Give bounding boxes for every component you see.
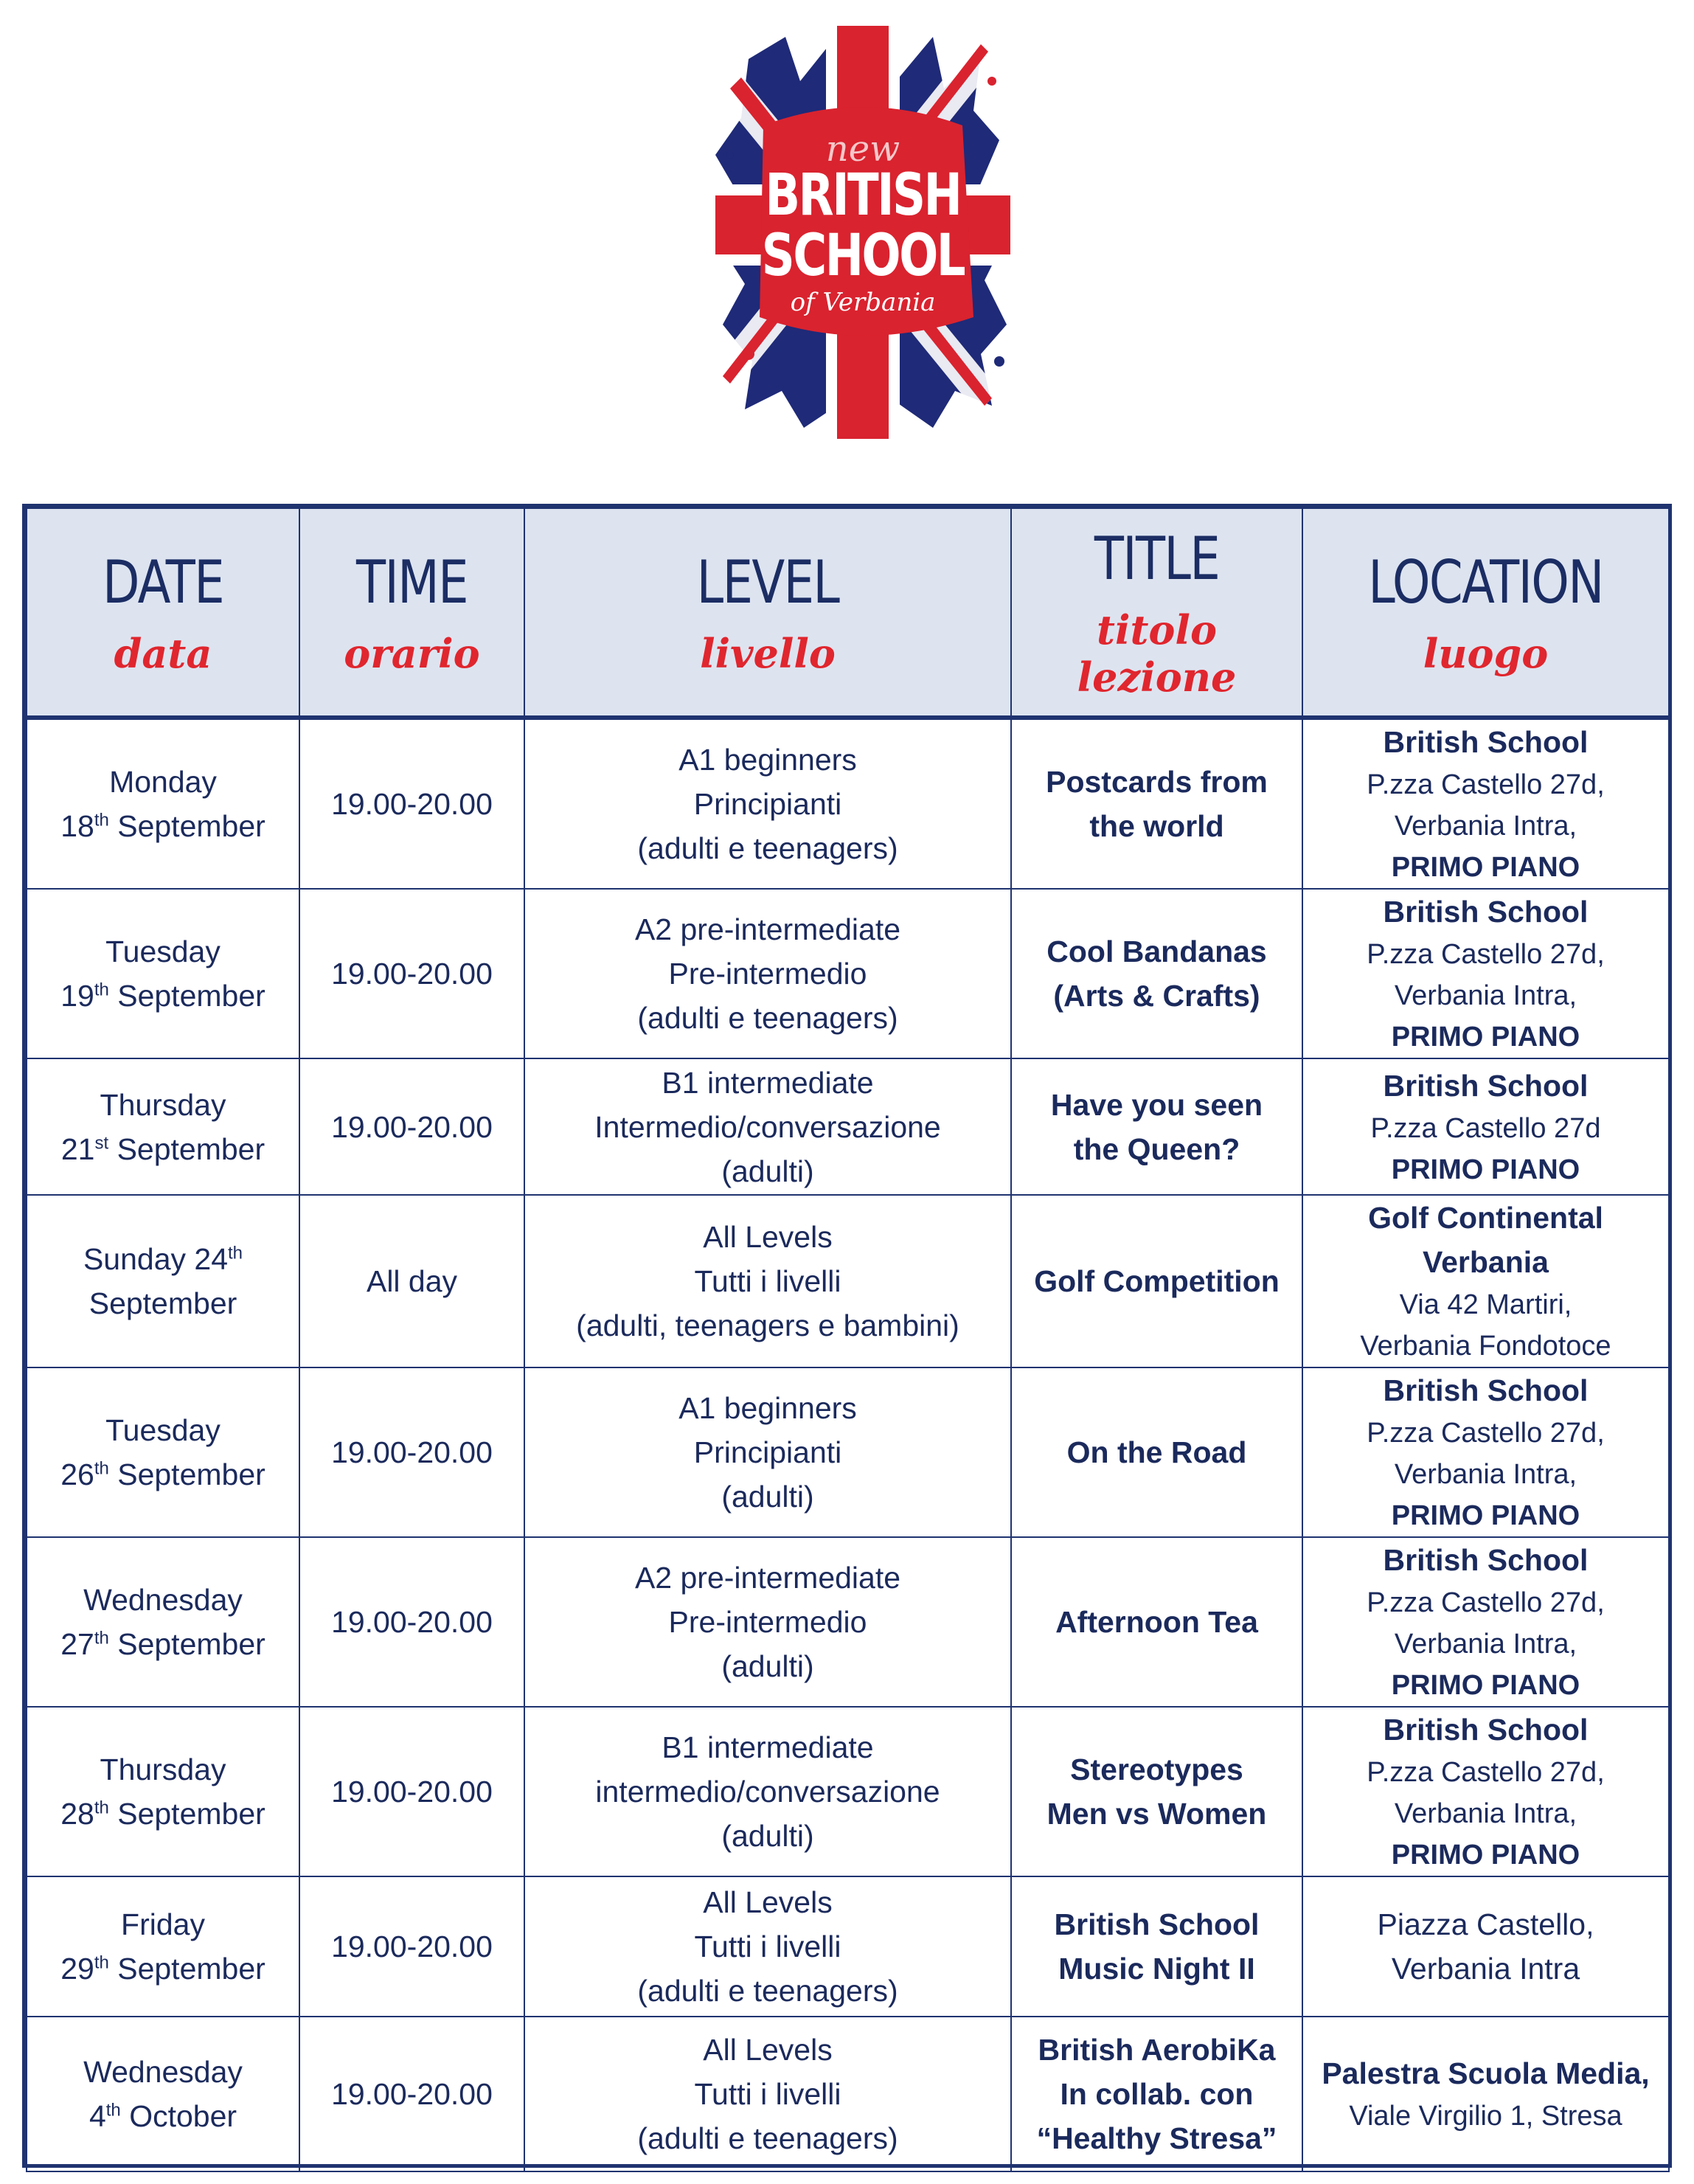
cell-time <box>299 889 524 1058</box>
level-line: (adulti e teenagers) <box>637 2121 898 2155</box>
time-text: 19.00-20.00 <box>331 1605 493 1639</box>
location-name: British School <box>1383 725 1589 759</box>
location-address: Piazza Castello, <box>1377 1907 1594 1941</box>
date-weekday: Wednesday <box>83 2055 243 2089</box>
cell-date <box>27 1195 299 1367</box>
title-line: Have you seen <box>1050 1087 1263 1122</box>
location-name: British School <box>1383 1373 1589 1407</box>
location-address: Verbania Intra, <box>1394 811 1577 842</box>
date-ordinal: th <box>105 2100 121 2121</box>
level-line: Intermedio/conversazione <box>594 1109 941 1144</box>
level-line: All Levels <box>703 2033 833 2067</box>
level-line: All Levels <box>703 1885 833 1919</box>
time-text: All day <box>366 1264 458 1298</box>
title-line: In collab. con <box>1060 2077 1254 2111</box>
cell-time <box>299 1195 524 1367</box>
title-line: Music Night II <box>1058 1952 1255 1986</box>
level-line: Principianti <box>693 1435 842 1469</box>
cell-date <box>27 1058 299 1195</box>
date-month: September <box>117 1797 265 1831</box>
header-location: LOCATION luogo <box>1302 508 1669 718</box>
cell-title <box>1011 1195 1302 1367</box>
time-text: 19.00-20.00 <box>331 1930 493 1963</box>
location-floor: PRIMO PIANO <box>1391 1154 1580 1185</box>
table-row <box>27 718 1669 889</box>
cell-time <box>299 1876 524 2017</box>
date-ordinal: th <box>94 810 109 831</box>
location-address: Verbania Intra, <box>1394 1629 1577 1660</box>
date-ordinal: th <box>94 1628 109 1649</box>
location-name: Palestra Scuola Media, <box>1322 2056 1650 2090</box>
table-row <box>27 1537 1669 1707</box>
cell-time <box>299 1537 524 1707</box>
cell-title <box>1011 1707 1302 1876</box>
cell-date <box>27 889 299 1058</box>
date-weekday: Friday <box>121 1907 205 1941</box>
level-line: B1 intermediate <box>662 1730 874 1764</box>
location-floor: PRIMO PIANO <box>1391 1670 1580 1701</box>
level-line: (adulti) <box>721 1819 814 1853</box>
header-date: DATE data <box>27 508 299 718</box>
level-line: Pre-intermedio <box>668 957 867 991</box>
table-row <box>27 1367 1669 1537</box>
title-line: (Arts & Crafts) <box>1053 979 1260 1013</box>
cell-time <box>299 2017 524 2171</box>
table-row <box>27 1707 1669 1876</box>
level-line: (adulti e teenagers) <box>637 1974 898 2008</box>
level-line: Pre-intermedio <box>668 1605 867 1639</box>
location-address: Verbania Intra, <box>1394 1798 1577 1829</box>
cell-date <box>27 1876 299 2017</box>
level-line: (adulti) <box>721 1154 814 1188</box>
cell-location <box>1302 1876 1669 2017</box>
level-line: (adulti e teenagers) <box>637 1001 898 1035</box>
time-text: 19.00-20.00 <box>331 1775 493 1809</box>
cell-title <box>1011 889 1302 1058</box>
date-month: September <box>117 1627 265 1661</box>
header-level: LEVEL livello <box>524 508 1011 718</box>
logo-new: new <box>825 128 900 170</box>
cell-time <box>299 718 524 889</box>
cell-date <box>27 1707 299 1876</box>
location-name: British School <box>1383 895 1589 929</box>
cell-location <box>1302 1195 1669 1367</box>
location-address: P.zza Castello 27d, <box>1367 1757 1605 1788</box>
cell-title <box>1011 718 1302 889</box>
cell-level <box>524 718 1011 889</box>
location-address: Viale Virgilio 1, Stresa <box>1349 2101 1622 2132</box>
time-text: 19.00-20.00 <box>331 787 493 821</box>
level-line: A1 beginners <box>678 1391 857 1425</box>
cell-level <box>524 1707 1011 1876</box>
title-line: Golf Competition <box>1034 1264 1280 1298</box>
title-line: the world <box>1089 809 1224 843</box>
location-name: British School <box>1383 1713 1589 1747</box>
level-line: intermedio/conversazione <box>595 1775 940 1809</box>
title-line: Afternoon Tea <box>1055 1605 1258 1639</box>
logo-school: SCHOOL <box>761 223 965 289</box>
date-month: September <box>117 979 265 1013</box>
location-name: British School <box>1383 1543 1589 1577</box>
table-row <box>27 1195 1669 1367</box>
cell-date <box>27 1367 299 1537</box>
cell-level <box>524 1537 1011 1707</box>
level-line: (adulti, teenagers e bambini) <box>576 1308 959 1342</box>
schedule-table <box>22 504 1672 2168</box>
school-logo <box>690 7 1036 450</box>
cell-date <box>27 718 299 889</box>
date-day: 28 <box>60 1797 94 1831</box>
date-ordinal: th <box>228 1243 243 1263</box>
date-month: September <box>117 1952 265 1986</box>
location-floor: PRIMO PIANO <box>1391 1500 1580 1531</box>
date-weekday: Thursday <box>100 1753 226 1786</box>
location-floor: PRIMO PIANO <box>1391 852 1580 883</box>
cell-level <box>524 1058 1011 1195</box>
title-line: British School <box>1054 1907 1260 1941</box>
date-weekday: Sunday 24 <box>83 1242 229 1276</box>
cell-location <box>1302 1707 1669 1876</box>
date-day: 26 <box>60 1457 94 1491</box>
date-weekday: Wednesday <box>83 1583 243 1617</box>
cell-location <box>1302 2017 1669 2171</box>
date-ordinal: th <box>94 980 109 1000</box>
location-address: P.zza Castello 27d, <box>1367 1418 1605 1449</box>
time-text: 19.00-20.00 <box>331 957 493 991</box>
location-address: Via 42 Martiri, <box>1399 1289 1572 1320</box>
level-line: A1 beginners <box>678 743 857 777</box>
cell-time <box>299 1058 524 1195</box>
cell-location <box>1302 1367 1669 1537</box>
location-address: P.zza Castello 27d, <box>1367 939 1605 970</box>
cell-title <box>1011 1367 1302 1537</box>
date-ordinal: th <box>94 1798 109 1818</box>
level-line: A2 pre-intermediate <box>634 912 901 946</box>
logo-verbania: of Verbania <box>790 288 936 317</box>
table-row <box>27 1876 1669 2017</box>
header-title: TITLE titolo lezione <box>1011 508 1302 718</box>
time-text: 19.00-20.00 <box>331 2077 493 2111</box>
level-line: All Levels <box>703 1220 833 1254</box>
level-line: Tutti i livelli <box>694 1930 841 1963</box>
location-address: Verbania Intra, <box>1394 980 1577 1011</box>
level-line: Principianti <box>693 787 842 821</box>
header-row <box>27 508 1669 718</box>
cell-location <box>1302 1058 1669 1195</box>
cell-title <box>1011 1058 1302 1195</box>
location-name: Verbania <box>1423 1245 1549 1279</box>
table-row <box>27 2017 1669 2171</box>
title-line: Men vs Women <box>1046 1797 1267 1831</box>
cell-date <box>27 1537 299 1707</box>
time-text: 19.00-20.00 <box>331 1435 493 1469</box>
date-weekday: Thursday <box>100 1087 226 1122</box>
date-ordinal: st <box>94 1132 109 1153</box>
cell-location <box>1302 718 1669 889</box>
date-day: 18 <box>60 809 94 843</box>
location-name: Golf Continental <box>1368 1201 1603 1235</box>
location-floor: PRIMO PIANO <box>1391 1840 1580 1871</box>
level-line: B1 intermediate <box>662 1065 874 1100</box>
cell-level <box>524 1195 1011 1367</box>
location-address: P.zza Castello 27d, <box>1367 769 1605 800</box>
level-line: (adulti e teenagers) <box>637 831 898 865</box>
level-line: (adulti) <box>721 1480 814 1514</box>
title-line: British AerobiKa <box>1038 2033 1276 2067</box>
location-address: P.zza Castello 27d, <box>1367 1587 1605 1618</box>
date-day: 27 <box>60 1627 94 1661</box>
time-text: 19.00-20.00 <box>331 1109 493 1144</box>
level-line: Tutti i livelli <box>694 2077 841 2111</box>
date-month: September <box>88 1286 237 1320</box>
location-name: British School <box>1383 1068 1589 1103</box>
date-ordinal: th <box>94 1952 109 1973</box>
date-day: 21 <box>60 1131 95 1166</box>
cell-title <box>1011 1876 1302 2017</box>
cell-date <box>27 2017 299 2171</box>
cell-time <box>299 1707 524 1876</box>
table-row <box>27 889 1669 1058</box>
location-address: Verbania Intra <box>1391 1952 1580 1986</box>
level-line: Tutti i livelli <box>694 1264 841 1298</box>
date-month: September <box>117 1457 265 1491</box>
title-line: On the Road <box>1066 1435 1247 1469</box>
date-month: September <box>117 809 265 843</box>
cell-level <box>524 2017 1011 2171</box>
title-line: Stereotypes <box>1070 1753 1243 1786</box>
title-line: the Queen? <box>1073 1131 1240 1166</box>
location-address: Verbania Intra, <box>1394 1459 1577 1490</box>
date-day: 4 <box>88 2099 106 2133</box>
date-month: October <box>129 2099 237 2133</box>
cell-location <box>1302 1537 1669 1707</box>
level-line: A2 pre-intermediate <box>634 1561 901 1595</box>
date-weekday: Tuesday <box>105 1413 221 1447</box>
date-day: 19 <box>60 979 94 1013</box>
level-line: (adulti) <box>721 1649 814 1683</box>
cell-title <box>1011 2017 1302 2171</box>
cell-level <box>524 889 1011 1058</box>
date-ordinal: th <box>94 1458 109 1479</box>
logo-british: BRITISH <box>765 162 961 229</box>
cell-title <box>1011 1537 1302 1707</box>
location-floor: PRIMO PIANO <box>1391 1022 1580 1053</box>
cell-time <box>299 1367 524 1537</box>
cell-level <box>524 1367 1011 1537</box>
date-weekday: Monday <box>109 765 217 799</box>
title-line: Postcards from <box>1046 765 1268 799</box>
date-month: September <box>117 1131 265 1166</box>
date-weekday: Tuesday <box>105 935 221 968</box>
title-line: “Healthy Stresa” <box>1036 2121 1277 2155</box>
cell-level <box>524 1876 1011 2017</box>
title-line: Cool Bandanas <box>1046 935 1267 968</box>
date-day: 29 <box>60 1952 94 1986</box>
location-address: P.zza Castello 27d <box>1370 1112 1601 1144</box>
location-address: Verbania Fondotoce <box>1360 1331 1611 1362</box>
cell-location <box>1302 889 1669 1058</box>
table-row <box>27 1058 1669 1195</box>
header-time: TIME orario <box>299 508 524 718</box>
